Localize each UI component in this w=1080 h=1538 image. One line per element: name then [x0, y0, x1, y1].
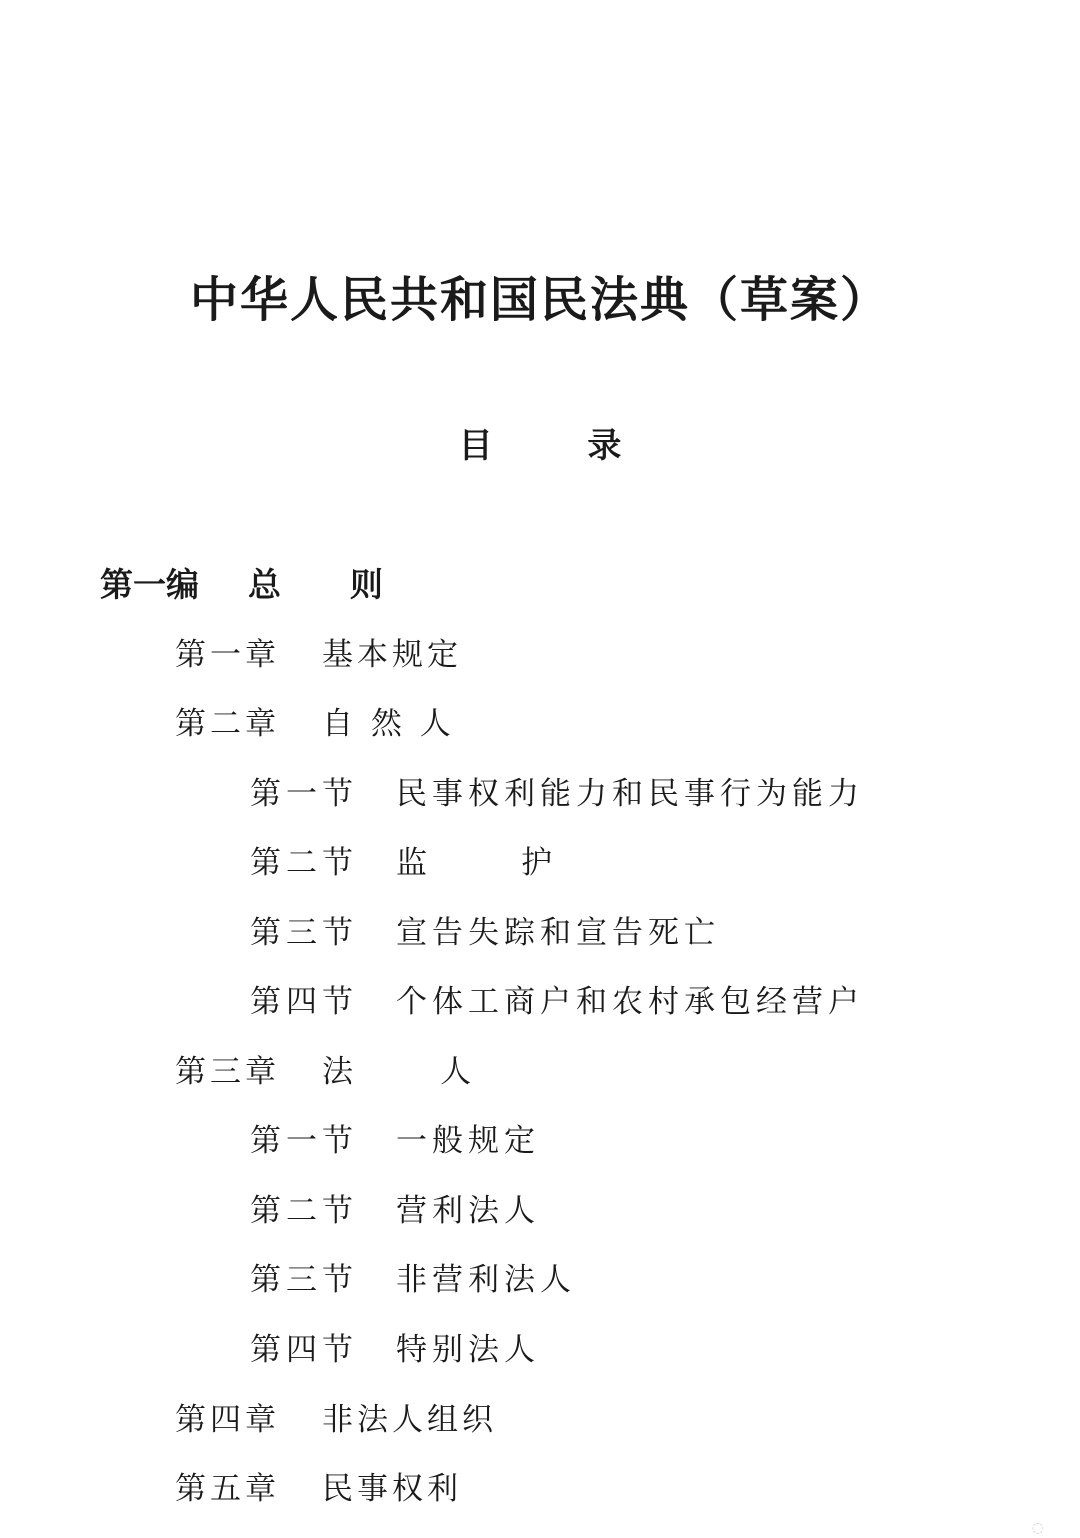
toc-heading: 目 录 [458, 426, 622, 466]
section-name: 非营利法人 [396, 1262, 576, 1298]
section-number: 第三节 [250, 915, 358, 951]
toc-section [250, 980, 864, 1024]
chapter-number: 第四章 [175, 1402, 280, 1438]
section-name: 宣告失踪和宣告死亡 [396, 915, 720, 951]
chapter-name: 法 人 [322, 1054, 476, 1090]
toc-section [250, 911, 720, 955]
toc-section [250, 841, 557, 885]
part-name: 总 则 [248, 565, 383, 604]
toc-chapter [175, 702, 455, 746]
section-number: 第三节 [250, 1262, 358, 1298]
section-name: 监 护 [396, 845, 558, 881]
toc-section [250, 1258, 576, 1302]
toc-part [100, 563, 383, 607]
toc-chapter [175, 633, 462, 677]
toc-chapter [175, 1050, 475, 1094]
section-number: 第二节 [250, 1193, 358, 1229]
section-name: 民事权利能力和民事行为能力 [396, 776, 864, 812]
toc-chapter [175, 1467, 462, 1511]
document-title: 中华人民共和国民法典（草案） [189, 272, 890, 328]
toc-section [250, 1189, 540, 1233]
section-number: 第四节 [250, 1332, 358, 1368]
chapter-number: 第五章 [175, 1471, 280, 1507]
section-number: 第四节 [250, 984, 358, 1020]
chapter-number: 第一章 [175, 637, 280, 673]
chapter-name: 非法人组织 [322, 1402, 497, 1438]
toc-section [250, 1328, 540, 1372]
section-name: 个体工商户和农村承包经营户 [396, 984, 864, 1020]
chapter-name: 基本规定 [322, 637, 462, 673]
section-number: 第二节 [250, 845, 358, 881]
section-name: 特别法人 [396, 1332, 540, 1368]
part-number: 第一编 [100, 565, 199, 604]
chapter-name: 民事权利 [322, 1471, 462, 1507]
section-number: 第一节 [250, 776, 358, 812]
chapter-number: 第三章 [175, 1054, 280, 1090]
chapter-number: 第二章 [175, 706, 280, 742]
chapter-name: 自 然 人 [322, 706, 455, 742]
toc-chapter [175, 1398, 497, 1442]
section-name: 一般规定 [396, 1123, 540, 1159]
watermark-logo: ◌ [1031, 1520, 1044, 1536]
toc-section [250, 772, 864, 816]
toc-section [250, 1119, 540, 1163]
section-number: 第一节 [250, 1123, 358, 1159]
section-name: 营利法人 [396, 1193, 540, 1229]
